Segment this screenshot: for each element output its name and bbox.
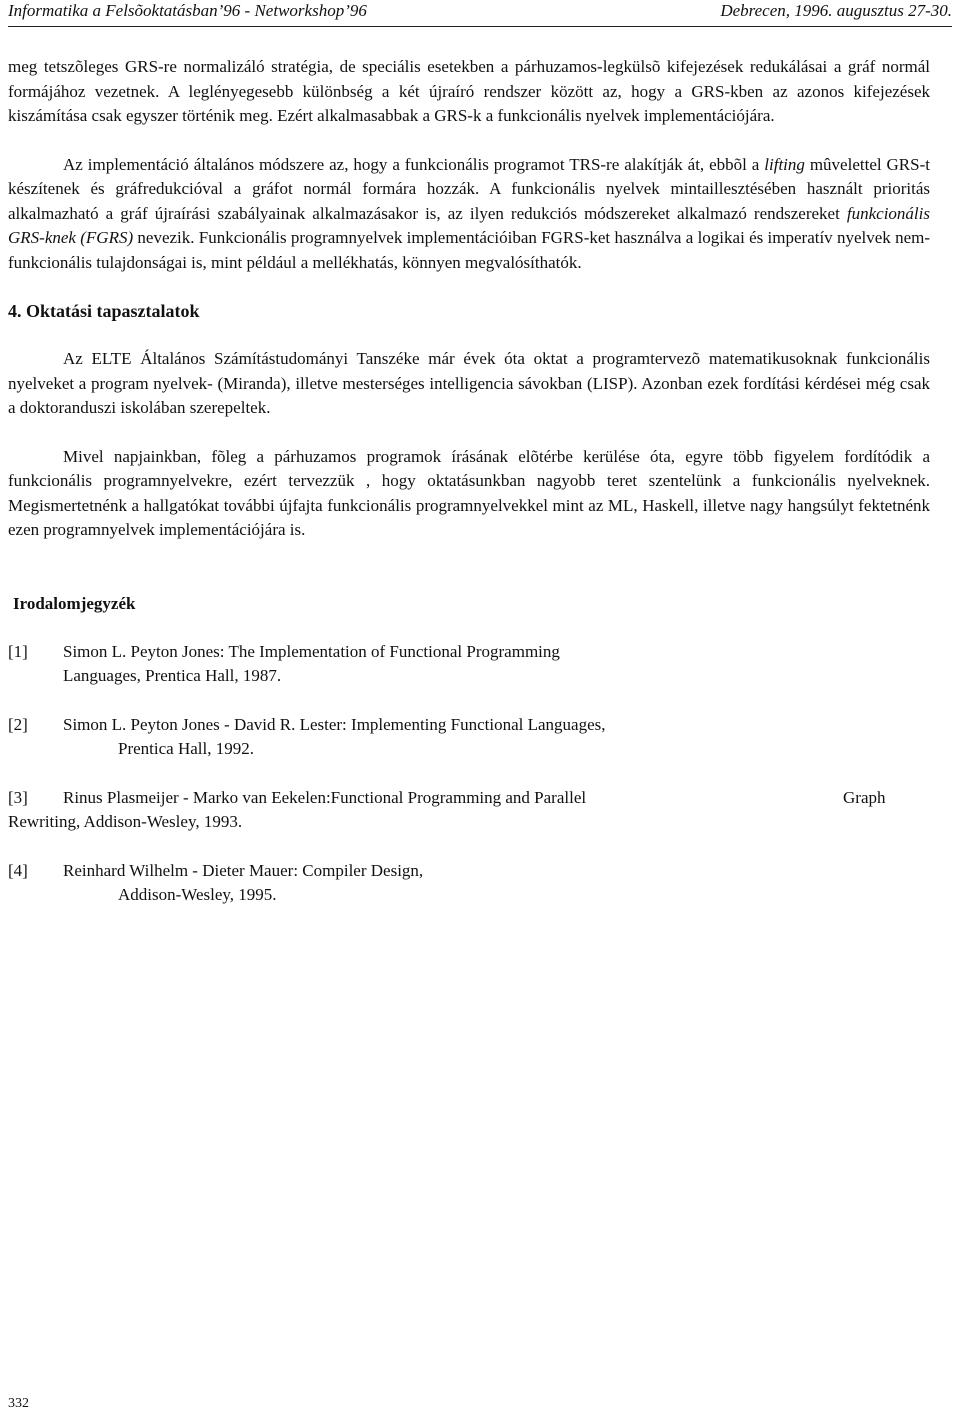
header-place-date: Debrecen, 1996. augusztus 27-30. [720, 1, 952, 20]
reference-number: [1] [8, 641, 28, 661]
reference-line: Simon L. Peyton Jones: The Implementation of Functional Programming [63, 641, 560, 661]
impl-text-1: Az implementáció általános módszere az, hogy a funkcionális programot TRS-re alakítják át, ebbõl a [63, 154, 765, 174]
paragraph-mivel: Mivel napjainkban, fõleg a párhuzamos programok írásának elõtérbe kerülése óta, egyre több figyelem fordítódik a funkcionális programnyelvekre, ezért tervezzük , hogy oktatásunkban nagyobb teret szentelünk a funkcionális nyelveknek. Megismertetnénk a hallgatókat további újfajta funkcionális programnyelvekkel mint az ML, Haskell, illetve nagy hangsúlyt fektetnénk ezen programnyelvek implementációjára is. [8, 446, 930, 539]
reference-line: Addison-Wesley, 1995. [118, 885, 277, 904]
reference-item [8, 859, 930, 908]
reference-number: [4] [8, 860, 28, 880]
page-content [8, 55, 930, 932]
reference-item [8, 713, 930, 762]
page-number: 332 [8, 1396, 29, 1411]
paragraph-continued: meg tetszõleges GRS-re normalizáló stratégia, de speciális esetekben a párhuzamos-legkülsõ kifejezések redukálásai a gráf normál formájához vezetnek. A leglényegesebb különbség a két újraíró rendszer között az, hogy a GRS-kben az azonos kifejezések kiszámítása csak egyszer történik meg. Ezért alkalmasabbak a GRS-k a funkcionális nyelvek implementációjára. [8, 57, 930, 125]
impl-text-3: nevezik. Funkcionális programnyelvek implementációiban FGRS-ket használva a logikai és imperatív nyelvek nem-funkcionális tulajdonságai is, mint például a mellékhatás, könnyen megvalósíthatók. [8, 228, 931, 272]
running-header [8, 0, 952, 27]
reference-line: Languages, Prentica Hall, 1987. [63, 666, 282, 685]
section-heading: 4. Oktatási tapasztalatok [8, 301, 200, 321]
reference-line: Reinhard Wilhelm - Dieter Mauer: Compiler Design, [63, 860, 424, 880]
term-lifting: lifting [764, 154, 805, 174]
reference-line: Rinus Plasmeijer - Marko van Eekelen:Functional Programming and Parallel [63, 787, 587, 807]
reference-line: Rewriting, Addison-Wesley, 1993. [8, 812, 243, 831]
reference-line: Simon L. Peyton Jones - David R. Lester: Implementing Functional Languages, [63, 714, 606, 734]
reference-item [8, 640, 930, 689]
impl-text-2: mûvelettel GRS-t készítenek és gráfredukcióval a gráfot normál formára hozzák. A funkcionális nyelvek mintaillesztésében használt prioritás alkalmazható a gráf újraírási szabályainak alkalmazásakor is, az ilyen redukciós módszereket alkalmazó rendszereket [8, 154, 930, 223]
term-fgrs: funkcionális GRS-knek (FGRS) [8, 203, 930, 247]
paragraph-elte: Az ELTE Általános Számítástudományi Tanszéke már évek óta oktat a programtervezõ matematikusoknak funkcionális nyelveket a program nyelvek- (Miranda), illetve mesterséges intelligencia sávokban (LISP). Azonban ezek fordítási kérdései még csak a doktoranduszi iskolában szerepeltek. [8, 349, 930, 417]
reference-item [8, 786, 930, 835]
bibliography-title: Irodalomjegyzék [13, 593, 136, 613]
header-conference: Informatika a Felsõoktatásban’96 - Networkshop’96 [8, 1, 367, 20]
reference-number: [3] [8, 787, 28, 807]
reference-word-graph: Graph [843, 787, 886, 807]
reference-line: Prentica Hall, 1992. [118, 739, 254, 758]
paragraph-implementation [8, 153, 930, 276]
reference-number: [2] [8, 714, 28, 734]
